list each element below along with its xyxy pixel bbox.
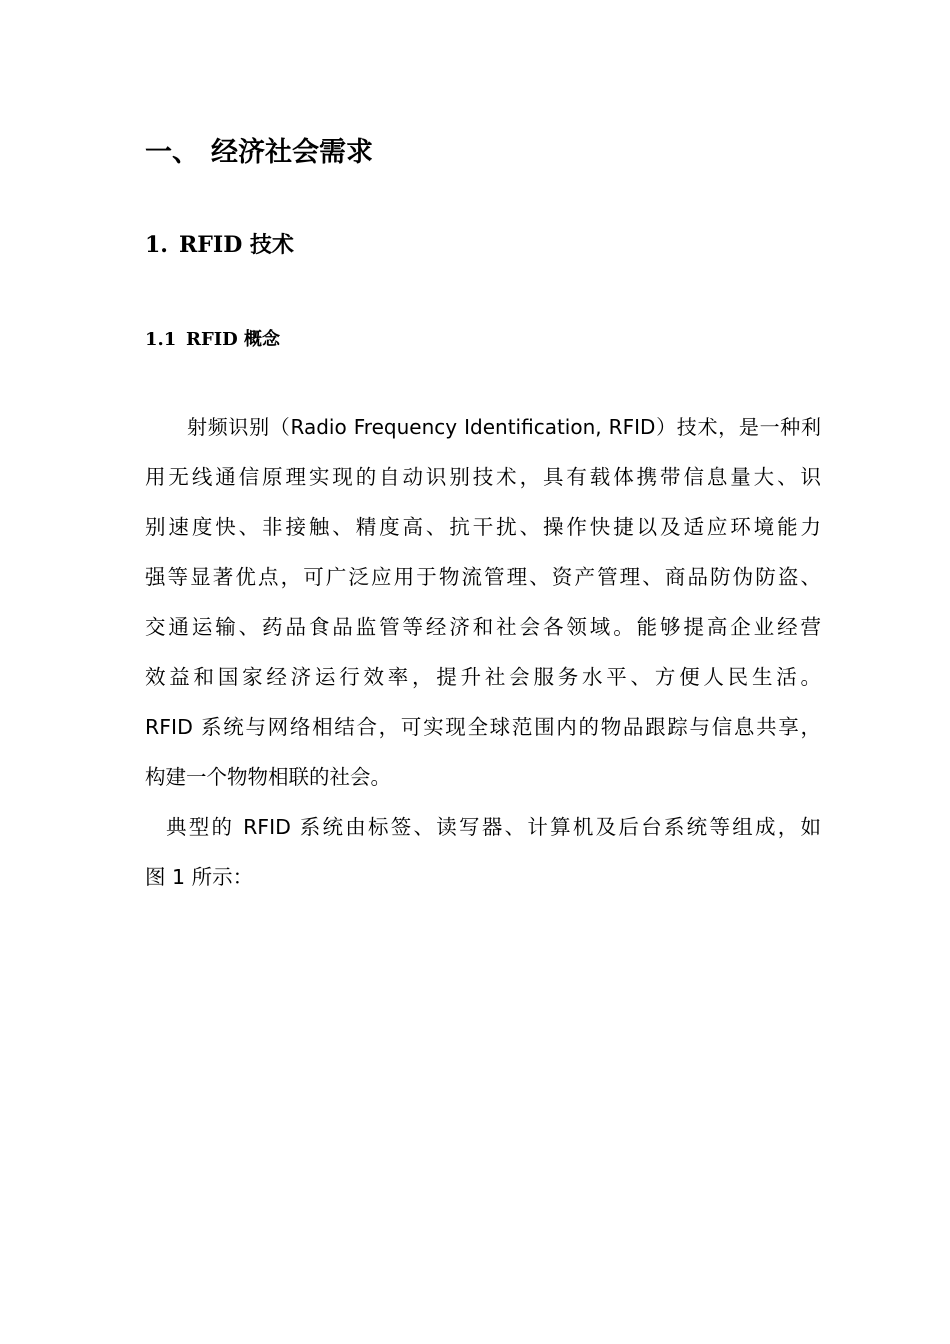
paragraph-line: 用无线通信原理实现的自动识别技术，具有载体携带信息量大、识 (145, 465, 821, 489)
heading-level-2 (145, 229, 294, 261)
heading-level-1 (145, 134, 373, 172)
heading-3-text: RFID 概念 (186, 329, 281, 350)
paragraph-line: 典型的 RFID 系统由标签、读写器、计算机及后台系统等组成，如 (166, 815, 821, 839)
heading-1-text: 经济社会需求 (211, 137, 373, 168)
paragraph-line: 强等显著优点，可广泛应用于物流管理、资产管理、商品防伪防盗、 (145, 565, 821, 589)
heading-2-text: RFID 技术 (179, 232, 294, 258)
paragraph-line: 射频识别（Radio Frequency Identification, RFID）技术，是一种利 (187, 415, 821, 439)
heading-2-number: 1. (145, 232, 168, 258)
heading-level-3 (145, 326, 280, 354)
paragraph-line: 构建一个物物相联的社会。 (145, 765, 391, 789)
paragraph-line: 别速度快、非接触、精度高、抗干扰、操作快捷以及适应环境能力 (145, 515, 821, 539)
heading-1-number: 一、 (145, 137, 199, 168)
paragraph-line: 交通运输、药品食品监管等经济和社会各领域。能够提高企业经营 (145, 615, 821, 639)
heading-3-number: 1.1 (145, 329, 177, 350)
paragraph-rfid-system (145, 802, 821, 902)
paragraph-line: 效益和国家经济运行效率，提升社会服务水平、方便人民生活。 (145, 665, 821, 689)
paragraph-line: RFID 系统与网络相结合，可实现全球范围内的物品跟踪与信息共享， (145, 715, 821, 739)
paragraph-rfid-definition (145, 402, 821, 802)
paragraph-line: 图 1 所示： (145, 865, 254, 889)
